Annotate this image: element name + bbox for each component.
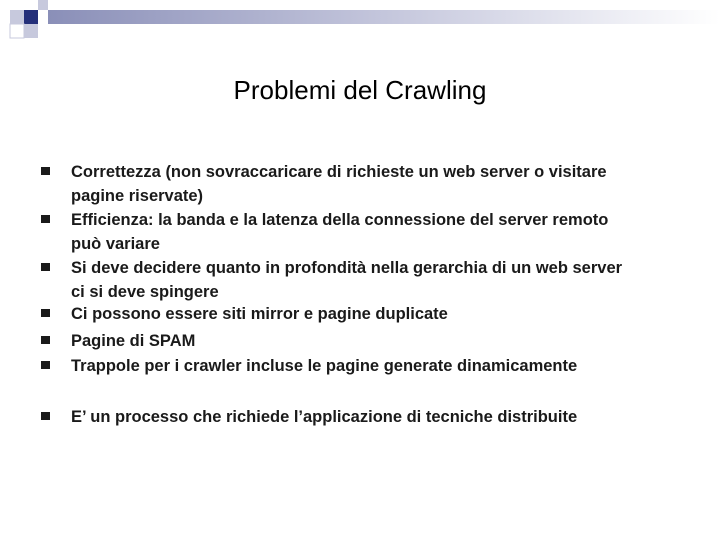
bullet-line: Correttezza (non sovraccaricare di richieste un web server o visitare bbox=[71, 163, 607, 181]
bullet-text bbox=[71, 302, 686, 326]
bullet-line: Trappole per i crawler incluse le pagine generate dinamicamente bbox=[71, 357, 578, 375]
square-bullet-icon bbox=[41, 361, 50, 369]
bullet-text bbox=[71, 208, 686, 256]
slide-title: Problemi del Crawling bbox=[233, 75, 487, 105]
bullet-line: Si deve decidere quanto in profondità nella gerarchia di un web server bbox=[71, 259, 623, 277]
square-bullet-icon bbox=[41, 336, 50, 344]
bullet-line: ci si deve spingere bbox=[71, 283, 219, 301]
bullet-line: Efficienza: la banda e la latenza della connessione del server remoto bbox=[71, 211, 609, 229]
bullet-text bbox=[71, 329, 686, 353]
bullet-text bbox=[71, 256, 686, 304]
bullet-text bbox=[71, 160, 686, 208]
bullet-text bbox=[71, 354, 686, 378]
bullet-line: Ci possono essere siti mirror e pagine duplicate bbox=[71, 305, 448, 323]
bullet-line: pagine riservate) bbox=[71, 187, 204, 205]
square-bullet-icon bbox=[41, 263, 50, 271]
square-bullet-icon bbox=[41, 309, 50, 317]
bullet-line: può variare bbox=[71, 235, 160, 253]
bullet-line: E’ un processo che richiede l’applicazione di tecniche distribuite bbox=[71, 408, 578, 426]
square-bullet-icon bbox=[41, 167, 50, 175]
square-bullet-icon bbox=[41, 215, 50, 223]
bullet-text bbox=[71, 405, 686, 429]
square-bullet-icon bbox=[41, 412, 50, 420]
bullet-line: Pagine di SPAM bbox=[71, 332, 196, 350]
